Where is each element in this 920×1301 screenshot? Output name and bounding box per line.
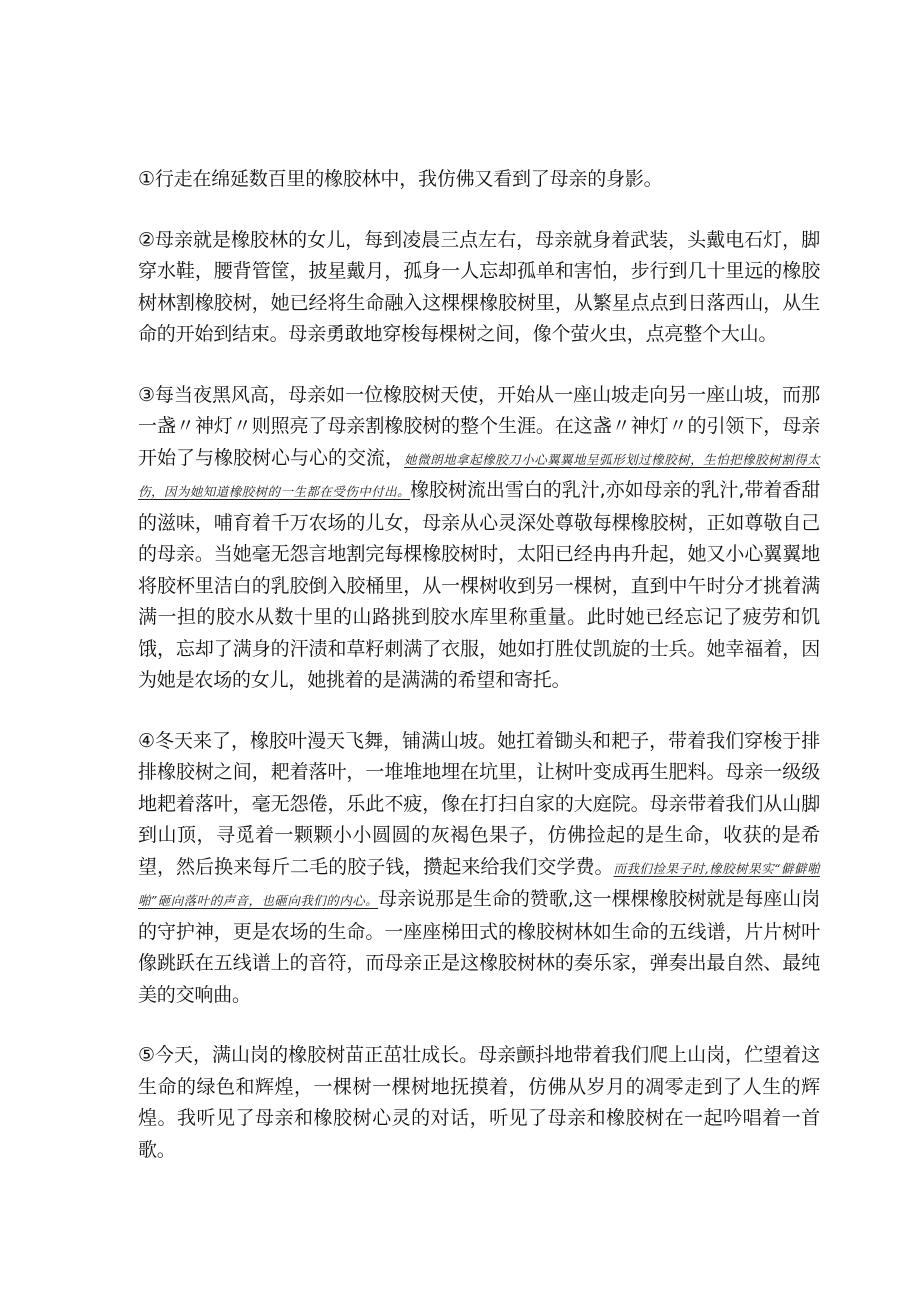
handwritten-annotation: 她微朗地拿起橡胶刀小心翼翼地呈弧形划过橡胶树，生怕把橡胶树割得太伤，因为她知道橡胶树的一生都在受伤中付出。	[138, 451, 820, 499]
paragraph-text: ④冬天来了，橡胶叶漫天飞舞，铺满山坡。她扛着锄头和耙子，带着我们穿梭于排排橡胶树之间，耙着落叶，一堆堆地埋在坑里，让树叶变成再生肥料。母亲一级级地耙着落叶，毫无怨倦，乐此不疲，像在打扫自家的大庭院。母亲带着我们从山脚到山顶，寻觅着一颗颗小小圆圆的灰褐色果子，仿佛捡起的是生命，收获的是希望，然后换来每斤二毛的胶子钱，攒起来给我们交学费。	[138, 729, 820, 878]
handwritten-annotation: 而我们捡果子时,橡胶树果实“僻僻啪啪”砸向落叶的声音，也砸向我们的内心。	[138, 860, 820, 908]
paragraph-2	[138, 225, 820, 351]
paragraph-text: 母亲说那是生命的赞歌,这一棵棵橡胶树就是每座山岗的守护神，更是农场的生命。一座座梯田式的橡胶树林如生命的五线谱，片片树叶像跳跃在五线谱上的音符，而母亲正是这橡胶树林的奏乐家，弹奏出最自然、最纯美的交响曲。	[138, 888, 820, 1006]
paragraph-text: ①行走在绵延数百里的橡胶林中，我仿佛又看到了母亲的身影。	[138, 168, 663, 190]
paragraph-1	[138, 164, 820, 196]
paragraph-text: ③每当夜黑风高，母亲如一位橡胶树天使，开始从一座山坡走向另一座山坡，而那一盏〃神灯〃则照亮了母亲割橡胶树的整个生涯。在这盏〃神灯〃的引领下，母亲开始了与橡胶树心与心的交流，	[138, 383, 820, 469]
paragraph-text: 橡胶树流出雪白的乳汁,亦如母亲的乳汁,带着香甜的滋味，哺育着千万农场的儿女，母亲从心灵深处尊敬每棵橡胶树，正如尊敬自己的母亲。当她毫无怨言地割完每棵橡胶树时，太阳已经冉冉升起，她又小心翼翼地将胶杯里洁白的乳胶倒入胶桶里，从一棵树收到另一棵树，直到中午时分才挑着满满一担的胶水从数十里的山路挑到胶水库里称重量。此时她已经忘记了疲劳和饥饿，忘却了满身的汗渍和草籽刺满了衣服，她如打胜仗凯旋的士兵。她幸福着，因为她是农场的女儿，她挑着的是满满的希望和寄托。	[138, 479, 820, 691]
paragraph-3	[138, 380, 820, 697]
paragraph-4	[138, 726, 820, 1012]
paragraph-5	[138, 1040, 820, 1166]
paragraph-text: ②母亲就是橡胶林的女儿，每到凌晨三点左右，母亲就身着武装，头戴电石灯，脚穿水鞋，腰背管筐，披星戴月，孤身一人忘却孤单和害怕，步行到几十里远的橡胶树林割橡胶树，她已经将生命融入这棵棵橡胶树里，从繁星点点到日落西山，从生命的开始到结束。母亲勇敢地穿梭每棵树之间，像个萤火虫，点亮整个大山。	[138, 228, 820, 345]
paragraph-text: ⑤今天，满山岗的橡胶树苗正茁壮成长。母亲颤抖地带着我们爬上山岗，伫望着这生命的绿色和辉煌，一棵树一棵树地抚摸着，仿佛从岁月的凋零走到了人生的辉煌。我听见了母亲和橡胶树心灵的对话，听见了母亲和橡胶树在一起吟唱着一首歌。	[138, 1044, 820, 1161]
